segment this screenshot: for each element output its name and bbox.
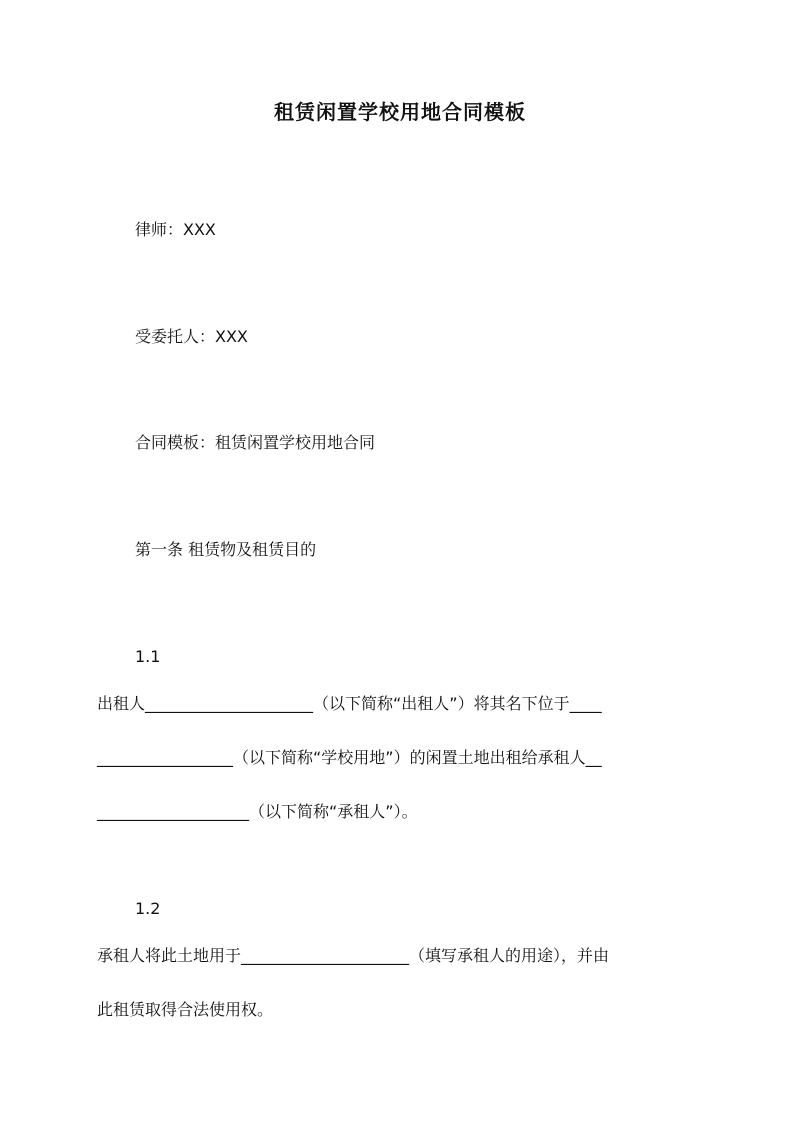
- document-title: 租赁闲置学校用地合同模板: [274, 100, 526, 124]
- section-1-1-line: ___________________（以下简称“承租人”）。: [97, 802, 418, 821]
- lawyer-line: 律师：XXX: [135, 220, 216, 239]
- section-1-2-body: [97, 945, 707, 1021]
- section-1-1-line: _________________（以下简称“学校用地”）的闲置土地出租给承租人__: [97, 748, 602, 767]
- section-1-1-line: 出租人_____________________（以下简称“出租人”）将其名下位于____: [97, 694, 602, 713]
- section-1-2-number: 1.2: [135, 899, 161, 918]
- section-1-1-number: 1.1: [135, 647, 161, 666]
- section-1-2-line: 此租赁取得合法使用权。: [97, 1000, 274, 1019]
- section-1-1-body: [97, 693, 707, 823]
- article-1-heading: 第一条 租赁物及租赁目的: [135, 540, 317, 559]
- section-1-2-line: 承租人将此土地用于_____________________（填写承租人的用途），并由: [97, 946, 610, 965]
- principal-line: 受委托人：XXX: [135, 327, 248, 346]
- template-name-line: 合同模板：租赁闲置学校用地合同: [135, 433, 376, 452]
